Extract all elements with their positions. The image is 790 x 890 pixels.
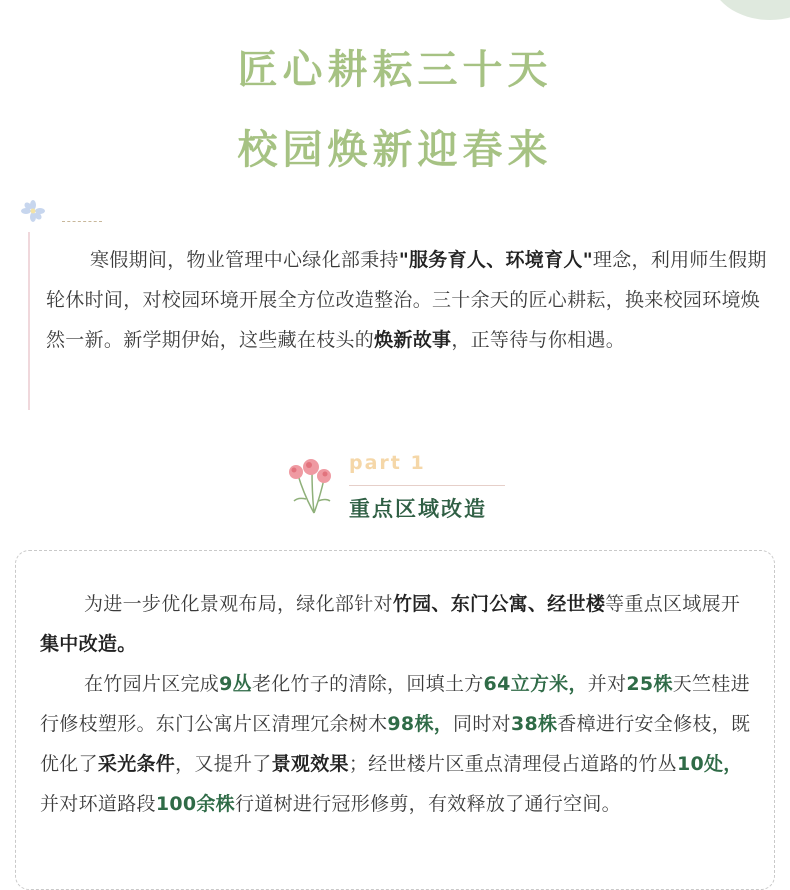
intro-emphasis: "服务育人、环境育人" [398,249,593,271]
intro-text: 理念，利用师生假期轮休时间，对校园环境开展全方位改造整治。三十余天的匠心耕耘，换来校园环境焕然一新。新学期伊始，这些藏在枝头的 [46,249,767,351]
carnation-icon [284,455,334,517]
part-divider [349,485,505,486]
small-flower-icon [20,200,46,222]
card-paragraph-1: 为进一步优化景观布局，绿化部针对竹园、东门公寓、经世楼等重点区域展开集中改造。 [40,593,741,655]
intro-text: ，正等待与你相遇。 [451,329,626,351]
intro-emphasis: 焕新故事 [374,329,452,351]
corner-decoration [710,0,790,20]
section-title: 重点区域改造 [349,497,487,521]
card-body [40,584,752,824]
intro-text: 寒假期间，物业管理中心绿化部秉持 [90,249,399,271]
dotted-divider [62,221,102,222]
page-title-line2: 校园焕新迎春来 [237,127,553,173]
page-title-line1: 匠心耕耘三十天 [237,47,553,93]
card-paragraph-2: 在竹园片区完成9丛老化竹子的清除，回填土方64立方米，并对25株天竺桂进行修枝塑形。东门公寓片区清理冗余树木98株，同时对38株香樟进行安全修枝，既优化了采光条件，又提升了景观效果；经世楼片区重点清理侵占道路的竹丛10处，并对环道路段100余株行道树进行冠形修剪，有效释放了通行空间。 [40,673,751,815]
intro-paragraph [46,240,776,360]
side-accent-line [28,232,30,410]
part-label: part 1 [349,452,426,474]
